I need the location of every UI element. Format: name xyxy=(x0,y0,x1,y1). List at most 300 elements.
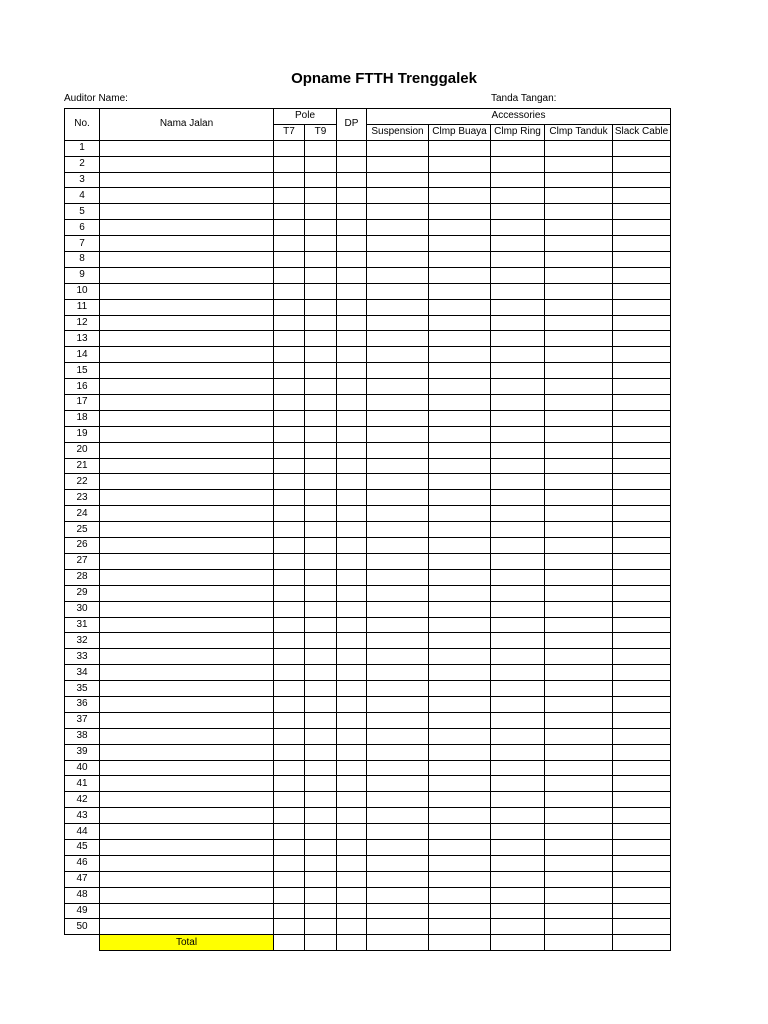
t9-cell[interactable] xyxy=(305,887,337,903)
t7-cell[interactable] xyxy=(274,744,305,760)
clmp-ring-cell[interactable] xyxy=(491,760,545,776)
dp-cell[interactable] xyxy=(337,919,367,935)
clmp-tanduk-cell[interactable] xyxy=(545,267,613,283)
nama-jalan-cell[interactable] xyxy=(100,585,274,601)
dp-cell[interactable] xyxy=(337,331,367,347)
suspension-cell[interactable] xyxy=(367,553,429,569)
t9-cell[interactable] xyxy=(305,919,337,935)
t7-cell[interactable] xyxy=(274,649,305,665)
clmp-ring-cell[interactable] xyxy=(491,792,545,808)
clmp-ring-cell[interactable] xyxy=(491,855,545,871)
clmp-buaya-cell[interactable] xyxy=(429,299,491,315)
t9-cell[interactable] xyxy=(305,808,337,824)
clmp-tanduk-cell[interactable] xyxy=(545,331,613,347)
clmp-ring-cell[interactable] xyxy=(491,363,545,379)
t7-cell[interactable] xyxy=(274,712,305,728)
slack-cable-cell[interactable] xyxy=(613,553,671,569)
slack-cable-cell[interactable] xyxy=(613,696,671,712)
dp-cell[interactable] xyxy=(337,474,367,490)
suspension-cell[interactable] xyxy=(367,331,429,347)
clmp-ring-cell[interactable] xyxy=(491,633,545,649)
nama-jalan-cell[interactable] xyxy=(100,252,274,268)
clmp-ring-cell[interactable] xyxy=(491,696,545,712)
clmp-buaya-cell[interactable] xyxy=(429,252,491,268)
clmp-buaya-cell[interactable] xyxy=(429,331,491,347)
suspension-cell[interactable] xyxy=(367,506,429,522)
dp-cell[interactable] xyxy=(337,204,367,220)
t9-cell[interactable] xyxy=(305,839,337,855)
nama-jalan-cell[interactable] xyxy=(100,140,274,156)
t9-cell[interactable] xyxy=(305,569,337,585)
dp-cell[interactable] xyxy=(337,252,367,268)
t9-cell[interactable] xyxy=(305,696,337,712)
nama-jalan-cell[interactable] xyxy=(100,283,274,299)
t9-cell[interactable] xyxy=(305,553,337,569)
clmp-buaya-cell[interactable] xyxy=(429,824,491,840)
suspension-cell[interactable] xyxy=(367,601,429,617)
t7-cell[interactable] xyxy=(274,665,305,681)
t7-cell[interactable] xyxy=(274,140,305,156)
clmp-tanduk-cell[interactable] xyxy=(545,188,613,204)
suspension-cell[interactable] xyxy=(367,808,429,824)
clmp-tanduk-cell[interactable] xyxy=(545,172,613,188)
t7-cell[interactable] xyxy=(274,458,305,474)
clmp-tanduk-cell[interactable] xyxy=(545,490,613,506)
suspension-cell[interactable] xyxy=(367,283,429,299)
slack-cable-cell[interactable] xyxy=(613,760,671,776)
clmp-tanduk-cell[interactable] xyxy=(545,410,613,426)
clmp-buaya-cell[interactable] xyxy=(429,696,491,712)
dp-cell[interactable] xyxy=(337,553,367,569)
t7-cell[interactable] xyxy=(274,172,305,188)
suspension-cell[interactable] xyxy=(367,410,429,426)
clmp-buaya-cell[interactable] xyxy=(429,681,491,697)
clmp-tanduk-cell[interactable] xyxy=(545,824,613,840)
clmp-ring-cell[interactable] xyxy=(491,172,545,188)
clmp-tanduk-cell[interactable] xyxy=(545,585,613,601)
clmp-buaya-cell[interactable] xyxy=(429,569,491,585)
slack-cable-cell[interactable] xyxy=(613,903,671,919)
dp-cell[interactable] xyxy=(337,760,367,776)
clmp-tanduk-cell[interactable] xyxy=(545,315,613,331)
t9-cell[interactable] xyxy=(305,728,337,744)
t7-cell[interactable] xyxy=(274,887,305,903)
dp-cell[interactable] xyxy=(337,458,367,474)
clmp-ring-cell[interactable] xyxy=(491,458,545,474)
clmp-ring-cell[interactable] xyxy=(491,649,545,665)
clmp-ring-cell[interactable] xyxy=(491,267,545,283)
t9-cell[interactable] xyxy=(305,665,337,681)
clmp-buaya-cell[interactable] xyxy=(429,839,491,855)
t7-cell[interactable] xyxy=(274,156,305,172)
dp-cell[interactable] xyxy=(337,140,367,156)
clmp-ring-cell[interactable] xyxy=(491,522,545,538)
clmp-tanduk-cell[interactable] xyxy=(545,871,613,887)
slack-cable-cell[interactable] xyxy=(613,283,671,299)
clmp-buaya-cell[interactable] xyxy=(429,283,491,299)
slack-cable-cell[interactable] xyxy=(613,188,671,204)
clmp-tanduk-cell[interactable] xyxy=(545,156,613,172)
t7-cell[interactable] xyxy=(274,633,305,649)
clmp-ring-cell[interactable] xyxy=(491,252,545,268)
suspension-cell[interactable] xyxy=(367,426,429,442)
t9-cell[interactable] xyxy=(305,379,337,395)
clmp-buaya-cell[interactable] xyxy=(429,617,491,633)
t9-cell[interactable] xyxy=(305,236,337,252)
clmp-ring-cell[interactable] xyxy=(491,331,545,347)
clmp-buaya-cell[interactable] xyxy=(429,665,491,681)
t7-cell[interactable] xyxy=(274,538,305,554)
clmp-tanduk-cell[interactable] xyxy=(545,760,613,776)
t9-cell[interactable] xyxy=(305,204,337,220)
nama-jalan-cell[interactable] xyxy=(100,395,274,411)
t9-cell[interactable] xyxy=(305,172,337,188)
clmp-ring-cell[interactable] xyxy=(491,839,545,855)
dp-cell[interactable] xyxy=(337,426,367,442)
t9-cell[interactable] xyxy=(305,331,337,347)
dp-cell[interactable] xyxy=(337,299,367,315)
t9-cell[interactable] xyxy=(305,140,337,156)
slack-cable-cell[interactable] xyxy=(613,347,671,363)
nama-jalan-cell[interactable] xyxy=(100,903,274,919)
clmp-ring-cell[interactable] xyxy=(491,204,545,220)
clmp-ring-cell[interactable] xyxy=(491,617,545,633)
suspension-cell[interactable] xyxy=(367,696,429,712)
nama-jalan-cell[interactable] xyxy=(100,855,274,871)
t9-cell[interactable] xyxy=(305,315,337,331)
nama-jalan-cell[interactable] xyxy=(100,553,274,569)
nama-jalan-cell[interactable] xyxy=(100,506,274,522)
suspension-cell[interactable] xyxy=(367,172,429,188)
slack-cable-cell[interactable] xyxy=(613,379,671,395)
clmp-buaya-cell[interactable] xyxy=(429,267,491,283)
t7-cell[interactable] xyxy=(274,839,305,855)
clmp-tanduk-cell[interactable] xyxy=(545,283,613,299)
suspension-cell[interactable] xyxy=(367,839,429,855)
t9-cell[interactable] xyxy=(305,633,337,649)
clmp-tanduk-cell[interactable] xyxy=(545,601,613,617)
clmp-buaya-cell[interactable] xyxy=(429,172,491,188)
total-t7-cell[interactable] xyxy=(274,935,305,951)
suspension-cell[interactable] xyxy=(367,474,429,490)
clmp-buaya-cell[interactable] xyxy=(429,903,491,919)
slack-cable-cell[interactable] xyxy=(613,458,671,474)
nama-jalan-cell[interactable] xyxy=(100,220,274,236)
clmp-buaya-cell[interactable] xyxy=(429,522,491,538)
t9-cell[interactable] xyxy=(305,744,337,760)
clmp-tanduk-cell[interactable] xyxy=(545,903,613,919)
t7-cell[interactable] xyxy=(274,410,305,426)
nama-jalan-cell[interactable] xyxy=(100,808,274,824)
clmp-tanduk-cell[interactable] xyxy=(545,887,613,903)
clmp-ring-cell[interactable] xyxy=(491,887,545,903)
slack-cable-cell[interactable] xyxy=(613,585,671,601)
t7-cell[interactable] xyxy=(274,474,305,490)
suspension-cell[interactable] xyxy=(367,347,429,363)
dp-cell[interactable] xyxy=(337,855,367,871)
clmp-ring-cell[interactable] xyxy=(491,474,545,490)
suspension-cell[interactable] xyxy=(367,633,429,649)
t9-cell[interactable] xyxy=(305,776,337,792)
slack-cable-cell[interactable] xyxy=(613,395,671,411)
slack-cable-cell[interactable] xyxy=(613,617,671,633)
total-t9-cell[interactable] xyxy=(305,935,337,951)
clmp-tanduk-cell[interactable] xyxy=(545,140,613,156)
dp-cell[interactable] xyxy=(337,649,367,665)
clmp-tanduk-cell[interactable] xyxy=(545,458,613,474)
dp-cell[interactable] xyxy=(337,188,367,204)
t7-cell[interactable] xyxy=(274,426,305,442)
clmp-tanduk-cell[interactable] xyxy=(545,728,613,744)
suspension-cell[interactable] xyxy=(367,871,429,887)
t7-cell[interactable] xyxy=(274,569,305,585)
t9-cell[interactable] xyxy=(305,442,337,458)
dp-cell[interactable] xyxy=(337,808,367,824)
slack-cable-cell[interactable] xyxy=(613,204,671,220)
clmp-buaya-cell[interactable] xyxy=(429,204,491,220)
dp-cell[interactable] xyxy=(337,442,367,458)
slack-cable-cell[interactable] xyxy=(613,410,671,426)
nama-jalan-cell[interactable] xyxy=(100,728,274,744)
clmp-ring-cell[interactable] xyxy=(491,442,545,458)
suspension-cell[interactable] xyxy=(367,776,429,792)
t7-cell[interactable] xyxy=(274,347,305,363)
t7-cell[interactable] xyxy=(274,220,305,236)
clmp-buaya-cell[interactable] xyxy=(429,490,491,506)
dp-cell[interactable] xyxy=(337,585,367,601)
clmp-tanduk-cell[interactable] xyxy=(545,649,613,665)
clmp-buaya-cell[interactable] xyxy=(429,919,491,935)
nama-jalan-cell[interactable] xyxy=(100,681,274,697)
clmp-ring-cell[interactable] xyxy=(491,553,545,569)
dp-cell[interactable] xyxy=(337,172,367,188)
dp-cell[interactable] xyxy=(337,903,367,919)
slack-cable-cell[interactable] xyxy=(613,649,671,665)
clmp-ring-cell[interactable] xyxy=(491,379,545,395)
t7-cell[interactable] xyxy=(274,903,305,919)
clmp-buaya-cell[interactable] xyxy=(429,855,491,871)
t7-cell[interactable] xyxy=(274,808,305,824)
nama-jalan-cell[interactable] xyxy=(100,379,274,395)
clmp-tanduk-cell[interactable] xyxy=(545,220,613,236)
t9-cell[interactable] xyxy=(305,299,337,315)
suspension-cell[interactable] xyxy=(367,236,429,252)
nama-jalan-cell[interactable] xyxy=(100,299,274,315)
clmp-ring-cell[interactable] xyxy=(491,681,545,697)
clmp-tanduk-cell[interactable] xyxy=(545,808,613,824)
clmp-tanduk-cell[interactable] xyxy=(545,839,613,855)
clmp-buaya-cell[interactable] xyxy=(429,410,491,426)
dp-cell[interactable] xyxy=(337,776,367,792)
clmp-buaya-cell[interactable] xyxy=(429,363,491,379)
nama-jalan-cell[interactable] xyxy=(100,887,274,903)
clmp-ring-cell[interactable] xyxy=(491,315,545,331)
suspension-cell[interactable] xyxy=(367,442,429,458)
nama-jalan-cell[interactable] xyxy=(100,633,274,649)
slack-cable-cell[interactable] xyxy=(613,474,671,490)
slack-cable-cell[interactable] xyxy=(613,538,671,554)
clmp-tanduk-cell[interactable] xyxy=(545,299,613,315)
clmp-ring-cell[interactable] xyxy=(491,538,545,554)
t7-cell[interactable] xyxy=(274,585,305,601)
t7-cell[interactable] xyxy=(274,553,305,569)
t9-cell[interactable] xyxy=(305,617,337,633)
clmp-ring-cell[interactable] xyxy=(491,188,545,204)
clmp-tanduk-cell[interactable] xyxy=(545,681,613,697)
suspension-cell[interactable] xyxy=(367,299,429,315)
clmp-ring-cell[interactable] xyxy=(491,665,545,681)
clmp-ring-cell[interactable] xyxy=(491,236,545,252)
suspension-cell[interactable] xyxy=(367,855,429,871)
t9-cell[interactable] xyxy=(305,474,337,490)
clmp-ring-cell[interactable] xyxy=(491,410,545,426)
suspension-cell[interactable] xyxy=(367,458,429,474)
total-clmp-ring-cell[interactable] xyxy=(491,935,545,951)
slack-cable-cell[interactable] xyxy=(613,871,671,887)
t7-cell[interactable] xyxy=(274,696,305,712)
clmp-tanduk-cell[interactable] xyxy=(545,696,613,712)
clmp-ring-cell[interactable] xyxy=(491,506,545,522)
clmp-buaya-cell[interactable] xyxy=(429,633,491,649)
nama-jalan-cell[interactable] xyxy=(100,156,274,172)
dp-cell[interactable] xyxy=(337,236,367,252)
clmp-ring-cell[interactable] xyxy=(491,395,545,411)
dp-cell[interactable] xyxy=(337,347,367,363)
t7-cell[interactable] xyxy=(274,506,305,522)
t9-cell[interactable] xyxy=(305,490,337,506)
t7-cell[interactable] xyxy=(274,617,305,633)
clmp-ring-cell[interactable] xyxy=(491,919,545,935)
t7-cell[interactable] xyxy=(274,331,305,347)
dp-cell[interactable] xyxy=(337,379,367,395)
clmp-buaya-cell[interactable] xyxy=(429,744,491,760)
dp-cell[interactable] xyxy=(337,522,367,538)
clmp-tanduk-cell[interactable] xyxy=(545,522,613,538)
nama-jalan-cell[interactable] xyxy=(100,363,274,379)
clmp-tanduk-cell[interactable] xyxy=(545,665,613,681)
dp-cell[interactable] xyxy=(337,665,367,681)
clmp-ring-cell[interactable] xyxy=(491,490,545,506)
slack-cable-cell[interactable] xyxy=(613,712,671,728)
nama-jalan-cell[interactable] xyxy=(100,236,274,252)
suspension-cell[interactable] xyxy=(367,490,429,506)
nama-jalan-cell[interactable] xyxy=(100,712,274,728)
dp-cell[interactable] xyxy=(337,696,367,712)
dp-cell[interactable] xyxy=(337,633,367,649)
total-clmp-buaya-cell[interactable] xyxy=(429,935,491,951)
t9-cell[interactable] xyxy=(305,220,337,236)
t9-cell[interactable] xyxy=(305,601,337,617)
suspension-cell[interactable] xyxy=(367,252,429,268)
clmp-buaya-cell[interactable] xyxy=(429,649,491,665)
clmp-tanduk-cell[interactable] xyxy=(545,347,613,363)
dp-cell[interactable] xyxy=(337,283,367,299)
t7-cell[interactable] xyxy=(274,490,305,506)
nama-jalan-cell[interactable] xyxy=(100,442,274,458)
slack-cable-cell[interactable] xyxy=(613,601,671,617)
slack-cable-cell[interactable] xyxy=(613,490,671,506)
clmp-buaya-cell[interactable] xyxy=(429,395,491,411)
nama-jalan-cell[interactable] xyxy=(100,347,274,363)
nama-jalan-cell[interactable] xyxy=(100,410,274,426)
suspension-cell[interactable] xyxy=(367,824,429,840)
slack-cable-cell[interactable] xyxy=(613,569,671,585)
slack-cable-cell[interactable] xyxy=(613,156,671,172)
slack-cable-cell[interactable] xyxy=(613,426,671,442)
t9-cell[interactable] xyxy=(305,426,337,442)
dp-cell[interactable] xyxy=(337,824,367,840)
clmp-buaya-cell[interactable] xyxy=(429,347,491,363)
t7-cell[interactable] xyxy=(274,681,305,697)
clmp-ring-cell[interactable] xyxy=(491,903,545,919)
t7-cell[interactable] xyxy=(274,442,305,458)
t7-cell[interactable] xyxy=(274,315,305,331)
suspension-cell[interactable] xyxy=(367,569,429,585)
slack-cable-cell[interactable] xyxy=(613,808,671,824)
clmp-buaya-cell[interactable] xyxy=(429,728,491,744)
nama-jalan-cell[interactable] xyxy=(100,601,274,617)
clmp-tanduk-cell[interactable] xyxy=(545,569,613,585)
clmp-ring-cell[interactable] xyxy=(491,601,545,617)
dp-cell[interactable] xyxy=(337,887,367,903)
nama-jalan-cell[interactable] xyxy=(100,522,274,538)
clmp-ring-cell[interactable] xyxy=(491,156,545,172)
clmp-ring-cell[interactable] xyxy=(491,871,545,887)
dp-cell[interactable] xyxy=(337,839,367,855)
clmp-ring-cell[interactable] xyxy=(491,426,545,442)
suspension-cell[interactable] xyxy=(367,665,429,681)
clmp-buaya-cell[interactable] xyxy=(429,792,491,808)
slack-cable-cell[interactable] xyxy=(613,506,671,522)
clmp-tanduk-cell[interactable] xyxy=(545,617,613,633)
t9-cell[interactable] xyxy=(305,760,337,776)
t7-cell[interactable] xyxy=(274,299,305,315)
dp-cell[interactable] xyxy=(337,728,367,744)
nama-jalan-cell[interactable] xyxy=(100,792,274,808)
slack-cable-cell[interactable] xyxy=(613,172,671,188)
nama-jalan-cell[interactable] xyxy=(100,665,274,681)
nama-jalan-cell[interactable] xyxy=(100,188,274,204)
clmp-buaya-cell[interactable] xyxy=(429,315,491,331)
slack-cable-cell[interactable] xyxy=(613,633,671,649)
t9-cell[interactable] xyxy=(305,681,337,697)
clmp-tanduk-cell[interactable] xyxy=(545,252,613,268)
clmp-tanduk-cell[interactable] xyxy=(545,204,613,220)
slack-cable-cell[interactable] xyxy=(613,315,671,331)
t7-cell[interactable] xyxy=(274,601,305,617)
clmp-tanduk-cell[interactable] xyxy=(545,363,613,379)
dp-cell[interactable] xyxy=(337,617,367,633)
dp-cell[interactable] xyxy=(337,156,367,172)
suspension-cell[interactable] xyxy=(367,728,429,744)
total-clmp-tanduk-cell[interactable] xyxy=(545,935,613,951)
nama-jalan-cell[interactable] xyxy=(100,331,274,347)
suspension-cell[interactable] xyxy=(367,220,429,236)
t9-cell[interactable] xyxy=(305,410,337,426)
clmp-tanduk-cell[interactable] xyxy=(545,633,613,649)
clmp-buaya-cell[interactable] xyxy=(429,760,491,776)
nama-jalan-cell[interactable] xyxy=(100,696,274,712)
clmp-ring-cell[interactable] xyxy=(491,347,545,363)
clmp-tanduk-cell[interactable] xyxy=(545,744,613,760)
t9-cell[interactable] xyxy=(305,395,337,411)
t9-cell[interactable] xyxy=(305,267,337,283)
clmp-buaya-cell[interactable] xyxy=(429,188,491,204)
slack-cable-cell[interactable] xyxy=(613,140,671,156)
slack-cable-cell[interactable] xyxy=(613,681,671,697)
t7-cell[interactable] xyxy=(274,395,305,411)
dp-cell[interactable] xyxy=(337,395,367,411)
